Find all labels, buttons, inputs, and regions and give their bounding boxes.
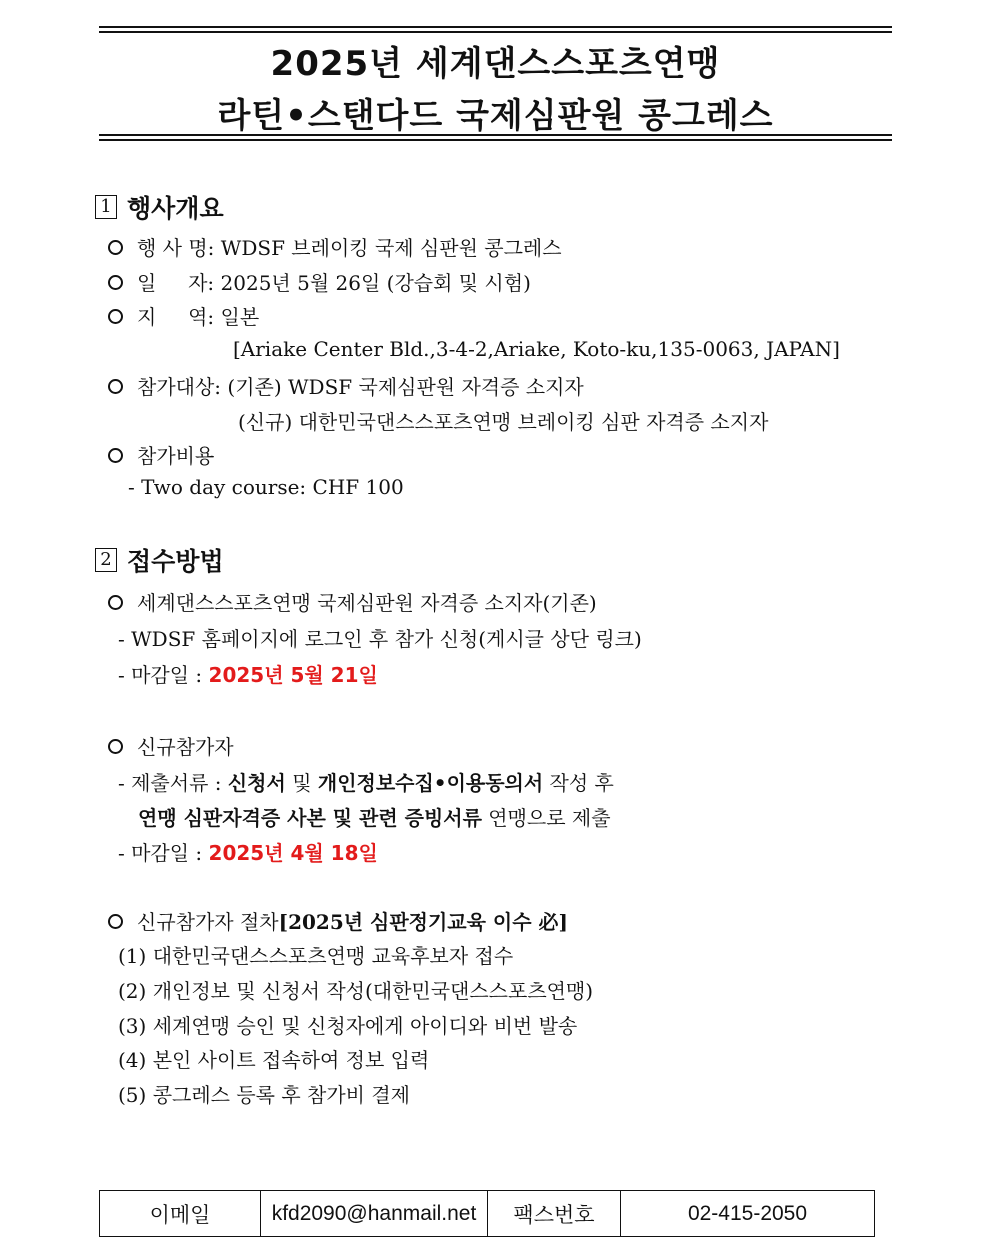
new-docs-row	[118, 767, 614, 796]
new-title: 신규참가자	[137, 735, 234, 759]
new-docs-and: 및	[292, 771, 312, 795]
section2-number: 2	[95, 548, 117, 572]
event-address: [Ariake Center Bld.,3-4-2,Ariake, Koto-ku,135-0063, JAPAN]	[233, 337, 840, 361]
title-rule-top-inner	[99, 31, 892, 33]
document-title-line1: 2025년 세계댄스스포츠연맹	[270, 44, 721, 84]
new-docs-submit: 연맹으로 제출	[488, 806, 611, 830]
event-name-row	[108, 232, 562, 261]
new-title-row	[108, 731, 234, 760]
event-date-value: 2025년 5월 26일 (강습회 및 시험)	[220, 271, 531, 295]
new-docs-prefix: - 제출서류 :	[118, 771, 222, 795]
section1-number: 1	[95, 195, 117, 219]
circle-bullet-icon	[108, 379, 123, 394]
procedure-step: (5) 콩그레스 등록 후 참가비 결제	[118, 1083, 410, 1107]
section1-heading	[95, 189, 224, 225]
fax-value: 02-415-2050	[621, 1191, 875, 1237]
procedure-title-row	[108, 906, 568, 935]
contact-row	[100, 1191, 875, 1237]
procedure-title-requirement: [2025년 심판정기교육 이수 必]	[278, 910, 568, 934]
circle-bullet-icon	[108, 448, 123, 463]
procedure-step: (1) 대한민국댄스스포츠연맹 교육후보자 접수	[118, 944, 514, 968]
target-existing: (기존) WDSF 국제심판원 자격증 소지자	[227, 375, 584, 399]
procedure-step: (4) 본인 사이트 접속하여 정보 입력	[118, 1048, 430, 1072]
existing-title: 세계댄스스포츠연맹 국제심판원 자격증 소지자(기존)	[137, 591, 597, 615]
new-docs-license: 연맹 심판자격증 사본 및 관련 증빙서류	[138, 806, 482, 830]
fee-item: - Two day course: CHF 100	[128, 475, 404, 499]
new-deadline-label: - 마감일 :	[118, 841, 203, 865]
title-box	[99, 26, 892, 141]
event-region-row	[108, 301, 259, 330]
target-row	[108, 371, 584, 400]
title-rule-top	[99, 26, 892, 28]
document-title-line2: 라틴•스탠다드 국제심판원 콩그레스	[217, 96, 774, 136]
new-docs-suffix: 작성 후	[549, 771, 614, 795]
title-rule-bottom	[99, 139, 892, 141]
event-name-label: 행 사 명:	[137, 236, 215, 260]
circle-bullet-icon	[108, 275, 123, 290]
event-name-value: WDSF 브레이킹 국제 심판원 콩그레스	[220, 236, 562, 260]
circle-bullet-icon	[108, 739, 123, 754]
section1-title: 행사개요	[127, 194, 224, 223]
existing-title-row	[108, 587, 597, 616]
new-docs-consent: 개인정보수집•이용동의서	[317, 771, 544, 795]
event-date-label: 일 자:	[137, 271, 215, 295]
fee-label: 참가비용	[137, 444, 215, 468]
new-deadline-row	[118, 837, 378, 866]
existing-deadline: 2025년 5월 21일	[208, 663, 378, 687]
email-label: 이메일	[100, 1191, 261, 1237]
circle-bullet-icon	[108, 309, 123, 324]
existing-step: - WDSF 홈페이지에 로그인 후 참가 신청(게시글 상단 링크)	[118, 627, 642, 651]
target-new: (신규) 대한민국댄스스포츠연맹 브레이킹 심판 자격증 소지자	[238, 410, 769, 434]
fee-row	[108, 440, 214, 469]
event-date-row	[108, 267, 531, 296]
circle-bullet-icon	[108, 914, 123, 929]
email-value[interactable]: kfd2090@hanmail.net	[261, 1191, 488, 1237]
event-region-label: 지 역:	[137, 305, 215, 329]
existing-deadline-label: - 마감일 :	[118, 663, 203, 687]
new-docs-application: 신청서	[227, 771, 286, 795]
title-rule-bottom-inner	[99, 134, 892, 136]
procedure-step: (2) 개인정보 및 신청서 작성(대한민국댄스스포츠연맹)	[118, 979, 594, 1003]
circle-bullet-icon	[108, 595, 123, 610]
contact-table	[99, 1190, 875, 1237]
procedure-title: 신규참가자 절차	[137, 910, 279, 934]
fax-label: 팩스번호	[488, 1191, 621, 1237]
section2-heading	[95, 542, 224, 578]
circle-bullet-icon	[108, 240, 123, 255]
target-label: 참가대상:	[137, 375, 222, 399]
section2-title: 접수방법	[127, 547, 224, 576]
new-docs-row2	[138, 802, 611, 831]
event-region-value: 일본	[220, 305, 260, 329]
new-deadline: 2025년 4월 18일	[208, 841, 378, 865]
procedure-step: (3) 세계연맹 승인 및 신청자에게 아이디와 비번 발송	[118, 1014, 578, 1038]
existing-deadline-row	[118, 659, 378, 688]
